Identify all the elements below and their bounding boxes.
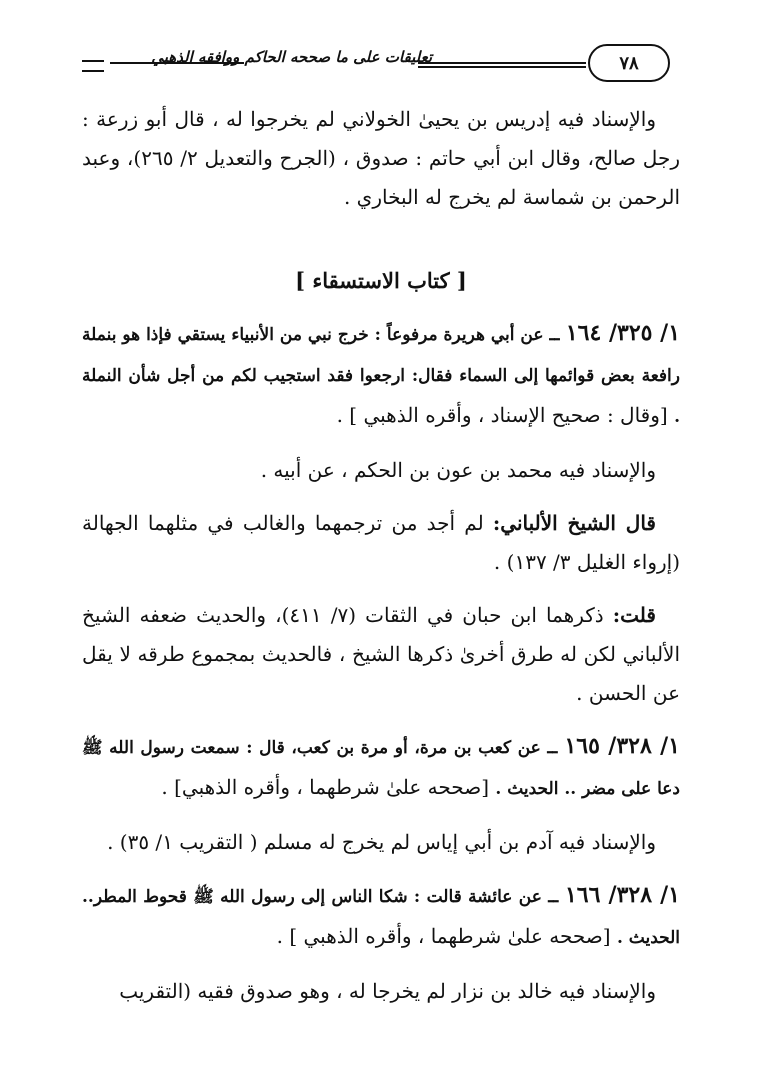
header-equals-ornament [82,60,104,72]
hadith-number: ١/ ٣٢٥/ ١٦٤ [565,320,681,346]
hadith-number: ١/ ٣٢٨/ ١٦٦ [564,882,680,908]
hadith-entry-164 [82,314,680,437]
running-header [70,40,690,90]
hadith-text: ــ عن عائشة قالت : شكا الناس إلى رسول الله ﷺ قحوط المطر.. الحديث . [82,887,680,948]
header-rule-middle [418,62,586,64]
paragraph: والإسناد فيه إدريس بن يحيىٰ الخولاني لم يخرجوا له ، قال أبو زرعة : رجل صالح، وقال ابن أبي حاتم : صدوق ، (الجرح والتعديل ٢/ ٢٦٥)، وعبد الرحمن بن شماسة لم يخرج له البخاري . [82,107,680,209]
albani-text: لم أجد من ترجمهما والغالب في مثلهما الجهالة (إرواء الغليل ٣/ ١٣٧) . [82,511,680,574]
page-number: ٧٨ [588,44,670,82]
author-comment [82,596,680,713]
albani-label: قال الشيخ الألباني: [492,511,656,535]
page-body [82,100,680,1025]
paragraph: والإسناد فيه محمد بن عون بن الحكم ، عن أبيه . [260,458,656,482]
qult-text: ذكرهما ابن حبان في الثقات (٧/ ٤١١)، والحديث ضعفه الشيخ الألباني لكن له طرق أخرىٰ ذكرها الشيخ ، فالحديث بمجموع طرقه لا يقل عن الحسن . [82,603,680,705]
paragraph: والإسناد فيه خالد بن نزار لم يخرجا له ، وهو صدوق فقيه (التقريب [119,979,656,1003]
hadith-grade: [صححه علىٰ شرطهما ، وأقره الذهبي ] . [276,924,611,948]
hadith-grade: [صححه علىٰ شرطهما ، وأقره الذهبي] . [161,775,489,799]
hadith-number: ١/ ٣٢٨/ ١٦٥ [564,733,680,759]
qult-label: قلت: [612,603,656,627]
running-title: تعليقات على ما صححه الحاكم ووافقه الذهبي [151,48,432,66]
hadith-text: ــ عن كعب بن مرة، أو مرة بن كعب، قال : سمعت رسول الله ﷺ دعا على مضر .. الحديث . [82,738,680,799]
hadith-text: ــ عن أبي هريرة مرفوعاً : خرج نبي من الأنبياء يستقي فإذا هو بنملة رافعة بعض قوائمها إلى السماء فقال: ارجعوا فقد استجيب لكم من أجل شأن النملة . [82,325,680,427]
paragraph: والإسناد فيه آدم بن أبي إياس لم يخرج له مسلم ( التقريب ١/ ٣٥) . [107,830,656,854]
section-title: [ كتاب الاستسقاء ] [295,268,467,293]
hadith-entry-166 [82,876,680,958]
hadith-entry-165 [82,727,680,809]
header-rule-middle-double [418,66,586,68]
albani-comment [82,504,680,582]
hadith-grade: [وقال : صحيح الإسناد ، وأقره الذهبي ] . [336,403,668,427]
